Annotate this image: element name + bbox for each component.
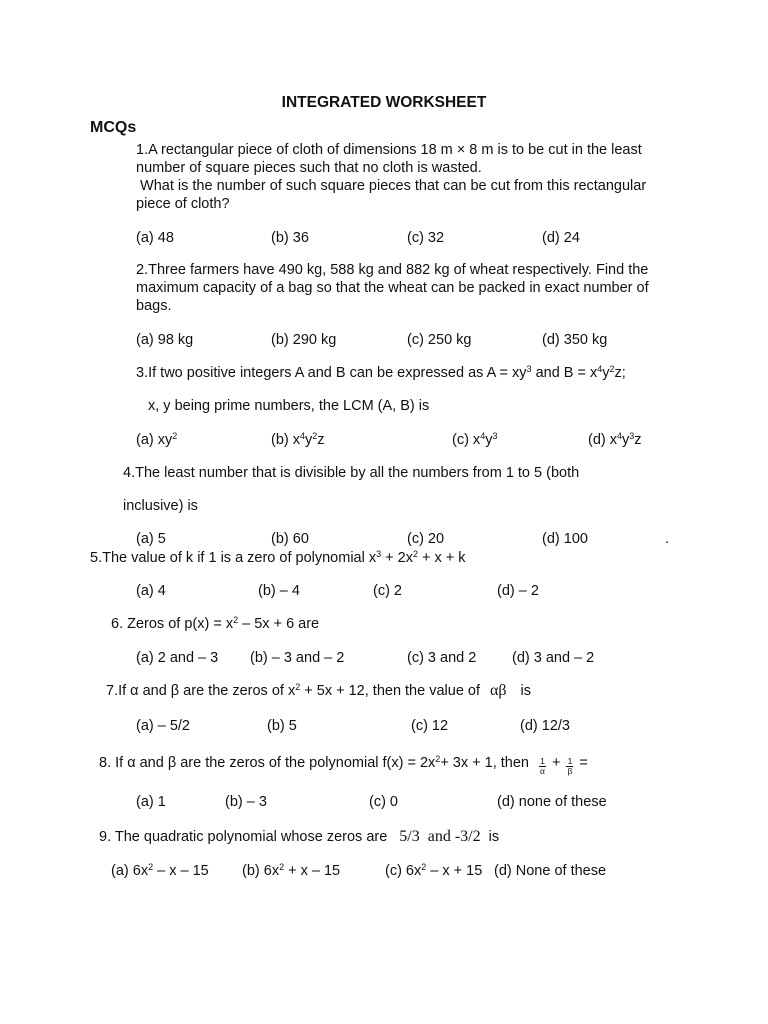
q6-option-c: (c) 3 and 2 <box>407 650 477 666</box>
q7-option-d: (d) 12/3 <box>520 718 570 734</box>
q4-option-d: (d) 100 <box>542 531 588 547</box>
q7-option-c: (c) 12 <box>411 718 449 734</box>
q4-line-1: 4.The least number that is divisible by all the numbers from 1 to 5 (both <box>123 465 580 481</box>
q3-option-c: (c) $x^4y^3$ <box>452 431 498 448</box>
q4-option-a: (a) 5 <box>136 531 166 547</box>
q2-option-b: (b) 290 kg <box>271 332 337 348</box>
q8-option-b: (b) – 3 <box>225 794 267 810</box>
q8-option-d: (d) none of these <box>497 794 607 810</box>
q3-option-d: (d) $x^4y^3z$ <box>588 431 642 448</box>
q6-option-b: (b) – 3 and – 2 <box>250 650 345 666</box>
q1-option-b: (b) 36 <box>271 230 309 246</box>
q7-option-a: (a) – 5/2 <box>136 718 190 734</box>
q2-line-1: 2.Three farmers have 490 kg, 588 kg and 882 kg of wheat respectively. Find the <box>136 262 649 278</box>
q2-option-a: (a) 98 kg <box>136 332 194 348</box>
q5-line-1: 5.The value of k if 1 is a zero of polynomial $x^3 + 2x^2 + x + k$ <box>90 549 466 566</box>
q9-option-b: (b) $6x^2 + x - 15$ <box>242 862 341 879</box>
q7-option-b: (b) 5 <box>267 718 297 734</box>
q8-line-1: 8. If α and β are the zeros of the polynomial $f(x) = 2x^2+ 3x + 1$, then $\frac{1}{\alpha}$ + $\frac{1}{\beta}$ = <box>99 754 588 776</box>
worksheet-title: INTEGRATED WORKSHEET <box>281 94 487 111</box>
q2-line-3: bags. <box>136 298 172 314</box>
q5-option-b: (b) – 4 <box>258 583 300 599</box>
q4-line-2: inclusive) is <box>123 498 198 514</box>
q7-line-1: 7.If α and β are the zeros of $x^2 + 5x + 12$, then the value of αβ is <box>106 682 532 699</box>
q3-line-2: x, y being prime numbers, the LCM (A, B) is <box>148 398 430 414</box>
q9-line-1: 9. The quadratic polynomial whose zeros are 5/3 and -3/2 is <box>99 828 500 845</box>
q6-option-a: (a) 2 and – 3 <box>136 650 219 666</box>
q1-line-3: What is the number of such square pieces that can be cut from this rectangular <box>136 178 647 194</box>
q8-option-a: (a) 1 <box>136 794 166 810</box>
q9-option-a: (a) $6x^2$ – x – 15 <box>111 862 209 879</box>
q7-expression: αβ <box>490 682 507 699</box>
q2-option-c: (c) 250 kg <box>407 332 472 348</box>
q9-zeros: 5/3 and -3/2 <box>399 828 481 845</box>
q8-option-c: (c) 0 <box>369 794 398 810</box>
q1-line-4: piece of cloth? <box>136 196 230 212</box>
q5-option-c: (c) 2 <box>373 583 402 599</box>
q4-option-c: (c) 20 <box>407 531 445 547</box>
q5-option-a: (a) 4 <box>136 583 166 599</box>
q9-option-d: (d) None of these <box>494 863 607 879</box>
q5-option-d: (d) – 2 <box>497 583 539 599</box>
section-heading: MCQs <box>90 119 137 136</box>
q6-option-d: (d) 3 and – 2 <box>512 650 595 666</box>
q4-option-b: (b) 60 <box>271 531 309 547</box>
q6-line-1: 6. Zeros of $p(x) = x^2 - 5x + 6$ are <box>111 615 320 632</box>
q2-option-d: (d) 350 kg <box>542 332 608 348</box>
q1-option-c: (c) 32 <box>407 230 445 246</box>
q8-fraction-one-over-beta: $\frac{1}{\beta}$ <box>567 756 573 776</box>
q9-option-c: (c) $6x^2 - x + 15$ <box>385 862 483 879</box>
q3-option-a: (a) $xy^2$ <box>136 431 178 448</box>
q3-option-b: (b) $x^4y^2z$ <box>271 431 325 448</box>
q1-option-d: (d) 24 <box>542 230 580 246</box>
q1-line-2: number of square pieces such that no cloth is wasted. <box>136 160 482 176</box>
q3-line-1: 3.If two positive integers A and B can be expressed as $A = xy^3$ and $B = x^4y^2z$; <box>136 364 626 381</box>
q1-line-1: 1.A rectangular piece of cloth of dimensions 18 m × 8 m is to be cut in the least <box>136 142 642 158</box>
q4-trailing-dot: . <box>665 531 670 547</box>
q1-option-a: (a) 48 <box>136 230 174 246</box>
q8-fraction-one-over-alpha: $\frac{1}{\alpha}$ <box>540 756 545 776</box>
q2-line-2: maximum capacity of a bag so that the wheat can be packed in exact number of <box>136 280 649 296</box>
